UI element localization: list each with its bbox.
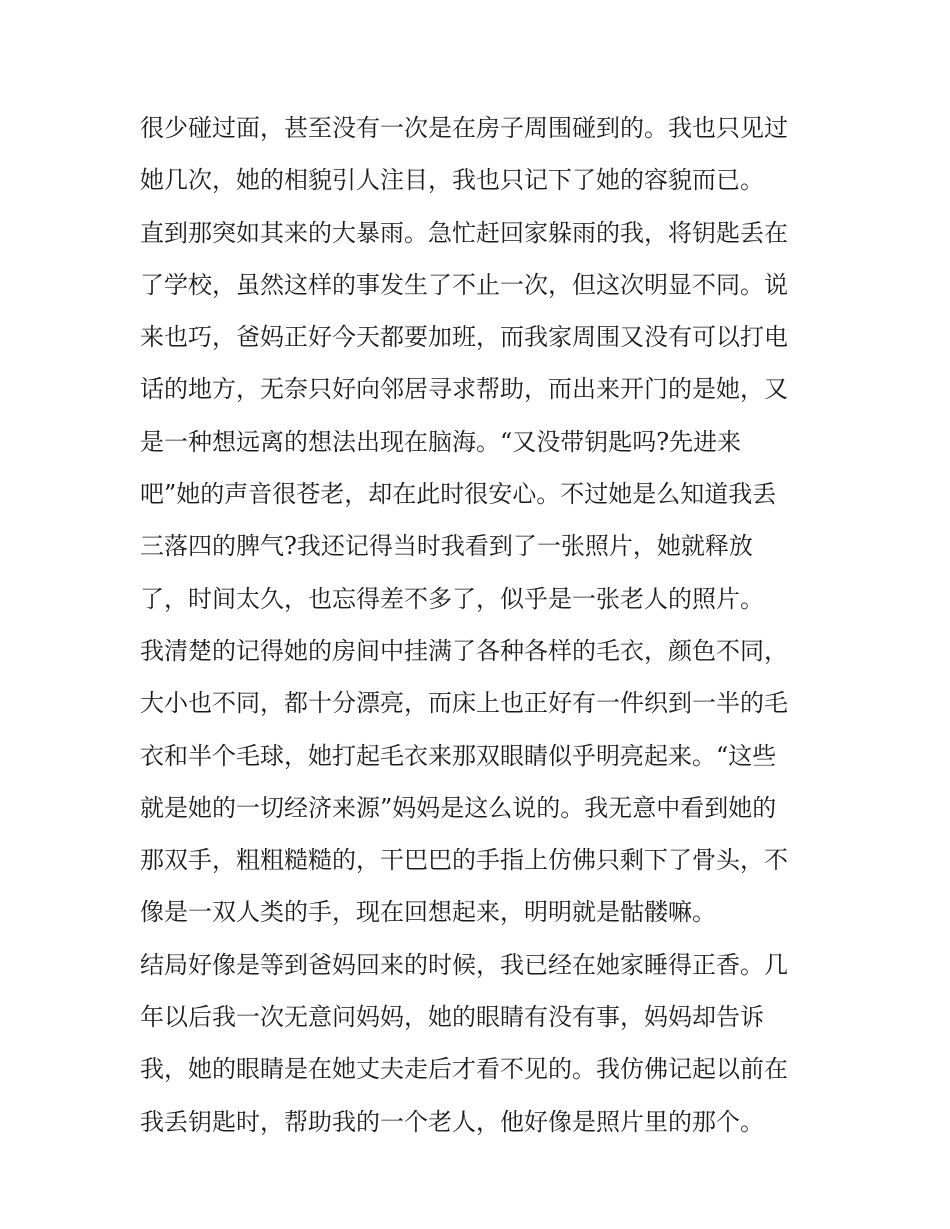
text-line: 很少碰过面，甚至没有一次是在房子周围碰到的。我也只见过 <box>140 114 788 142</box>
text-line: 是一种想远离的想法出现在脑海。“又没带钥匙吗?先进来 <box>140 427 742 456</box>
text-line: 大小也不同，都十分漂亮，而床上也正好有一件织到一半的毛 <box>140 689 788 718</box>
body-text <box>140 102 820 1148</box>
text-line: 我清楚的记得她的房间中挂满了各种各样的毛衣，颜色不同， <box>140 636 788 665</box>
text-line: 了，时间太久，也忘得差不多了，似乎是一张老人的照片。 <box>140 584 764 613</box>
text-line: 年以后我一次无意问妈妈，她的眼睛有没有事，妈妈却告诉 <box>140 1003 764 1032</box>
text-line: 我，她的眼睛是在她丈夫走后才看不见的。我仿佛记起以前在 <box>140 1055 788 1084</box>
text-line: 我丢钥匙时，帮助我的一个老人，他好像是照片里的那个。 <box>140 1107 764 1136</box>
text-line: 她几次，她的相貌引人注目，我也只记下了她的容貌而已。 <box>140 166 764 195</box>
text-line: 像是一双人类的手，现在回想起来，明明就是骷髅嘛。 <box>140 898 716 927</box>
text-line: 衣和半个毛球，她打起毛衣来那双眼睛似乎明亮起来。“这些 <box>140 741 777 770</box>
text-line: 来也巧，爸妈正好今天都要加班，而我家周围又没有可以打电 <box>140 323 788 352</box>
text-line: 了学校，虽然这样的事发生了不止一次，但这次明显不同。说 <box>140 270 788 299</box>
text-line: 吧”她的声音很苍老，却在此时很安心。不过她是么知道我丢 <box>140 480 777 509</box>
text-line: 那双手，粗粗糙糙的，干巴巴的手指上仿佛只剩下了骨头，不 <box>140 846 788 875</box>
text-line: 话的地方，无奈只好向邻居寻求帮助，而出来开门的是她，又 <box>140 375 788 404</box>
text-line: 就是她的一切经济来源”妈妈是这么说的。我无意中看到她的 <box>140 793 777 822</box>
text-line: 直到那突如其来的大暴雨。急忙赶回家躲雨的我，将钥匙丢在 <box>140 218 788 247</box>
text-line: 三落四的脾气?我还记得当时我看到了一张照片，她就释放 <box>140 532 753 561</box>
text-line: 结局好像是等到爸妈回来的时候，我已经在她家睡得正香。几 <box>140 950 788 979</box>
